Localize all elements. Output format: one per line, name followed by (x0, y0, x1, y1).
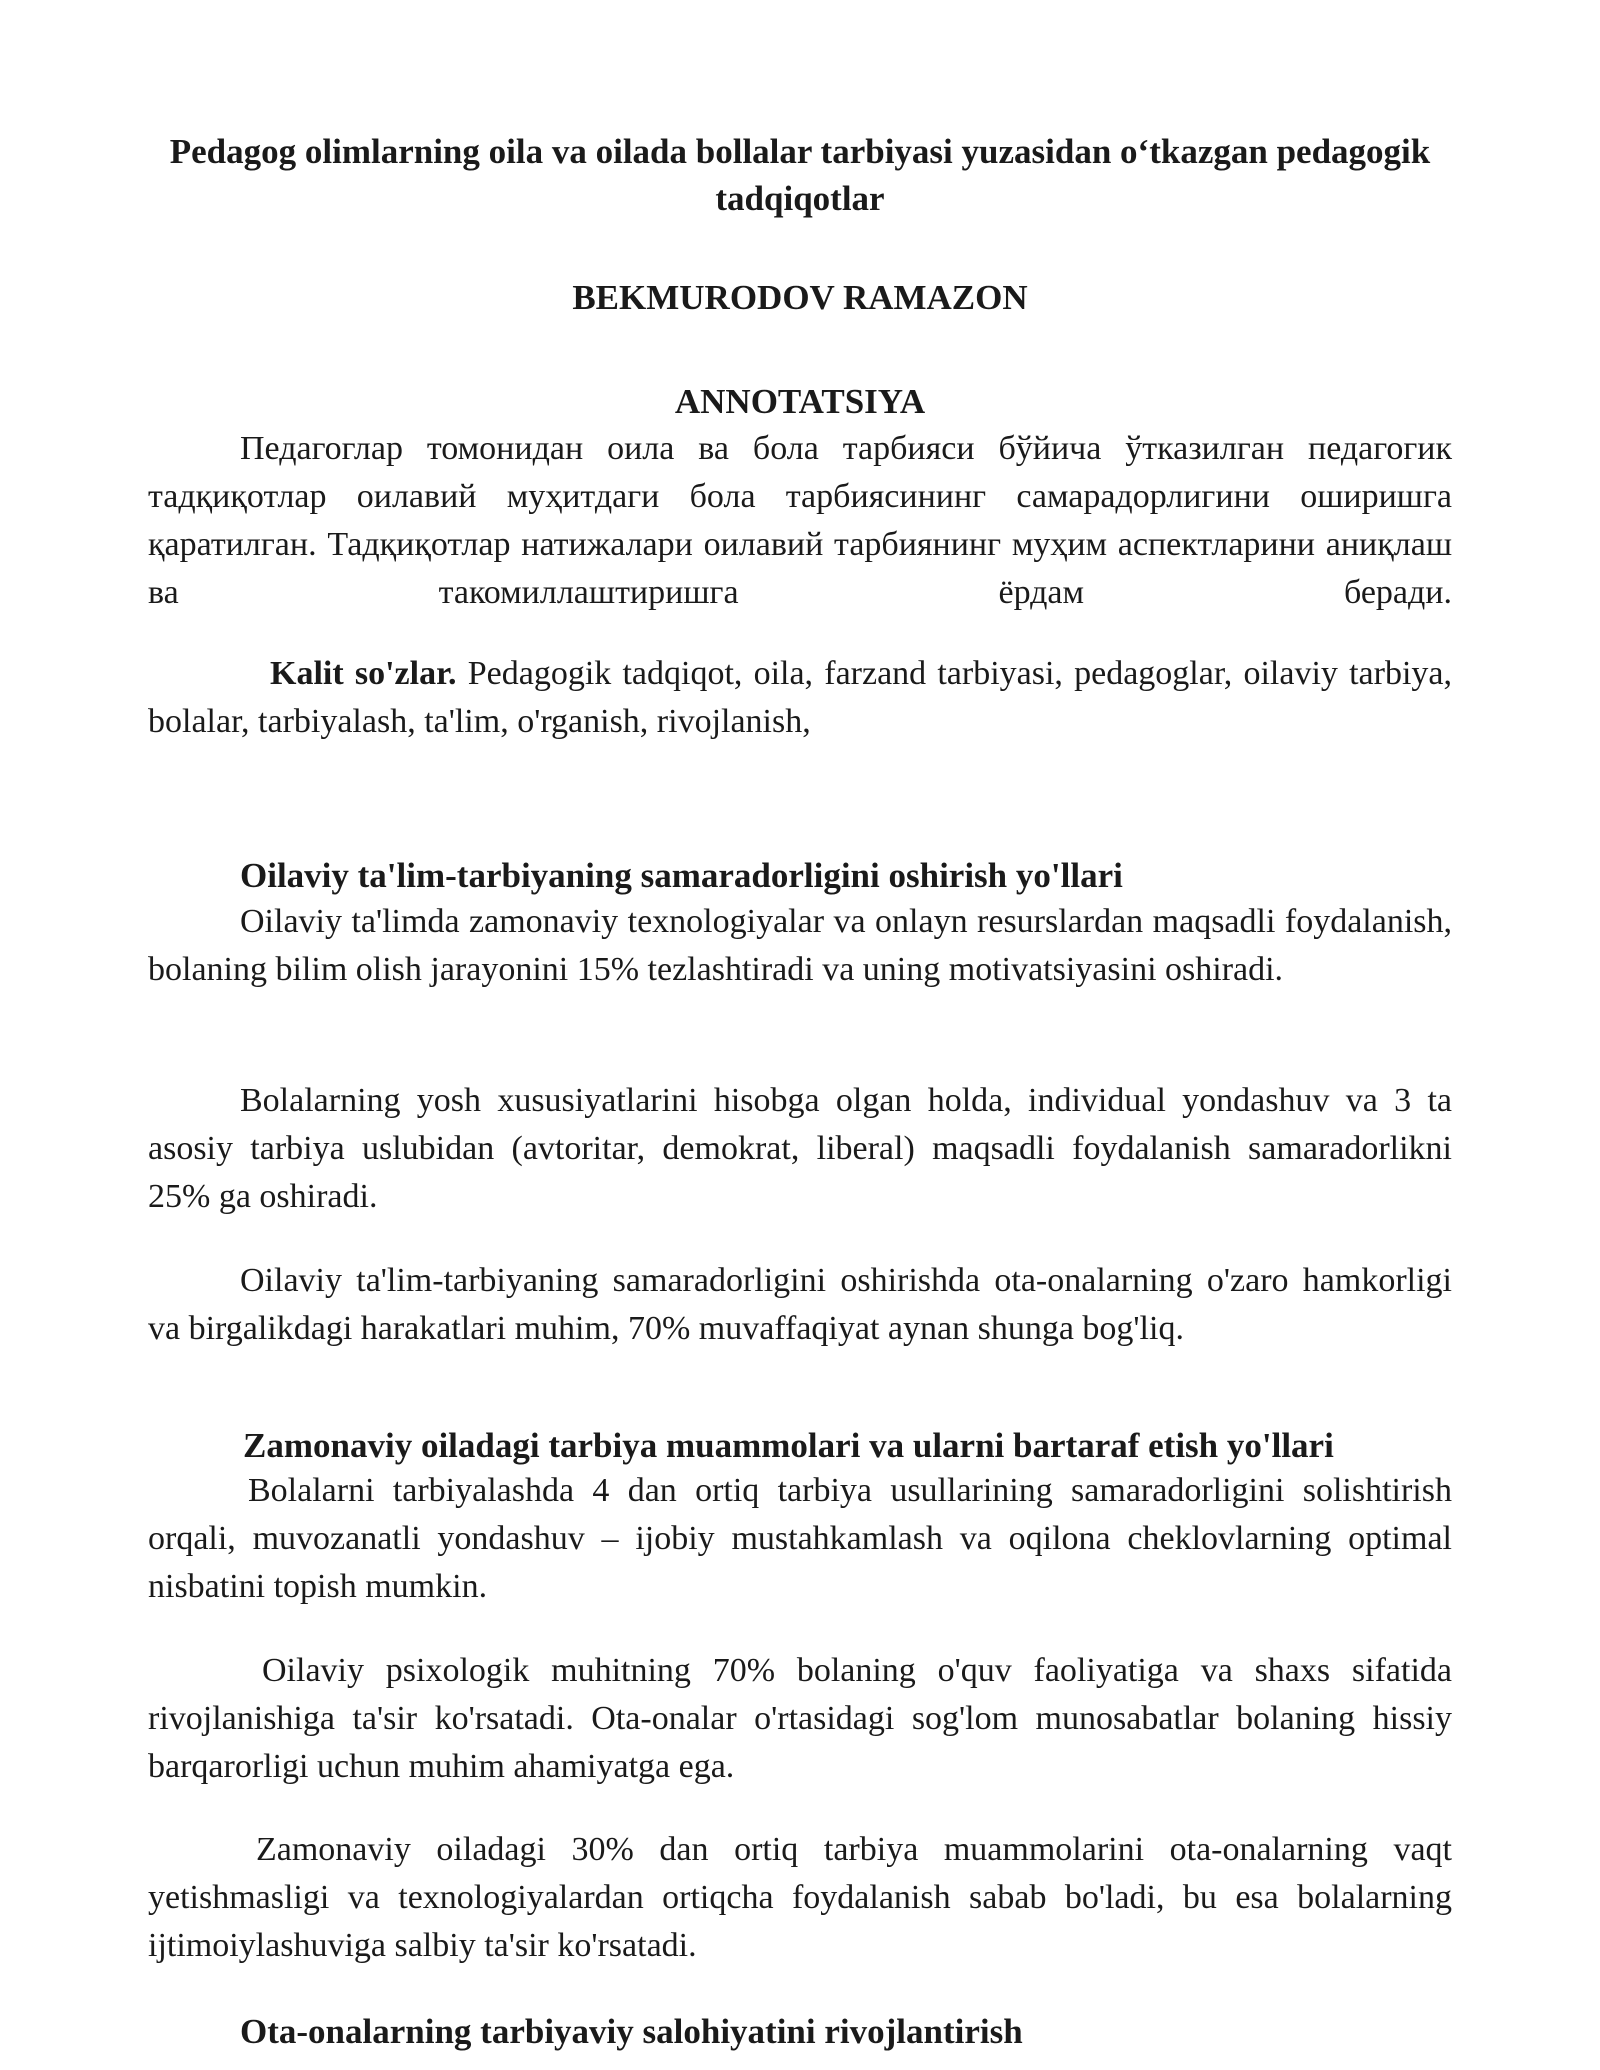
keywords-paragraph (148, 650, 1452, 746)
keywords-text: Pedagogik tadqiqot, oila, farzand tarbiyasi, pedagoglar, oilaviy tarbiya, bolalar, tarbiyalash, ta'lim, o'rganish, rivojlanish, (148, 655, 1452, 740)
annotation-heading: ANNOTATSIYA (674, 382, 926, 421)
section-heading-2: Zamonaviy oiladagi tarbiya muammolari va ularni bartaraf etish yo'llari (243, 1426, 1334, 1465)
section-heading-1: Oilaviy ta'lim-tarbiyaning samaradorligini oshirish yo'llari (240, 856, 1123, 895)
section-heading-3: Ota-onalarning tarbiyaviy salohiyatini rivojlantirish (240, 2012, 1023, 2051)
section-2-paragraph-3: Zamonaviy oiladagi 30% dan ortiq tarbiya muammolarini ota-onalarning vaqt yetishmasligi va texnologiyalardan ortiqcha foydalanish sabab bo'ladi, bu esa bolalarning ijtimoiylashuviga salbiy ta'sir ko'rsatadi. (148, 1831, 1452, 1964)
section-2-paragraph-1: Bolalarni tarbiyalashda 4 dan ortiq tarbiya usullarining samaradorligini solishtirish orqali, muvozanatli yondashuv – ijobiy mustahkamlash va oqilona cheklovlarning optimal nisbatini topish mumkin. (148, 1472, 1452, 1605)
section-1-paragraph-3: Oilaviy ta'lim-tarbiyaning samaradorligini oshirishda ota-onalarning o'zaro hamkorligi va birgalikdagi harakatlari muhim, 70% muvaffaqiyat aynan shunga bog'liq. (148, 1262, 1452, 1347)
annotation-paragraph: Педагоглар томонидан оила ва бола тарбияси бўйича ўтказилган педагогик тадқиқотлар оилавий муҳитдаги бола тарбиясининг самарадорлигини оширишга қаратилган. Тадқиқотлар натижалари оилавий тарбиянинг муҳим аспектларини аниқлаш ва такомиллаштиришга ёрдам беради. (148, 430, 1452, 611)
section-1-paragraph-1: Oilaviy ta'limda zamonaviy texnologiyalar va onlayn resurslardan maqsadli foydalanish, bolaning bilim olish jarayonini 15% tezlashtiradi va uning motivatsiyasini oshiradi. (148, 903, 1452, 988)
section-2-paragraph-2: Oilaviy psixologik muhitning 70% bolaning o'quv faoliyatiga va shaxs sifatida rivojlanishiga ta'sir ko'rsatadi. Ota-onalar o'rtasidagi sog'lom munosabatlar bolaning hissiy barqarorligi uchun muhim ahamiyatga ega. (148, 1652, 1452, 1785)
document-title: Pedagog olimlarning oila va oilada bollalar tarbiyasi yuzasidan o‘tkazgan pedagogik tadqiqotlar (169, 132, 1431, 218)
author-name: BEKMURODOV RAMAZON (572, 278, 1028, 317)
section-1-paragraph-2: Bolalarning yosh xususiyatlarini hisobga olgan holda, individual yondashuv va 3 ta asosiy tarbiya uslubidan (avtoritar, demokrat, liberal) maqsadli foydalanish samaradorlikni 25% ga oshiradi. (148, 1082, 1452, 1215)
keywords-label: Kalit so'zlar. (270, 655, 457, 692)
